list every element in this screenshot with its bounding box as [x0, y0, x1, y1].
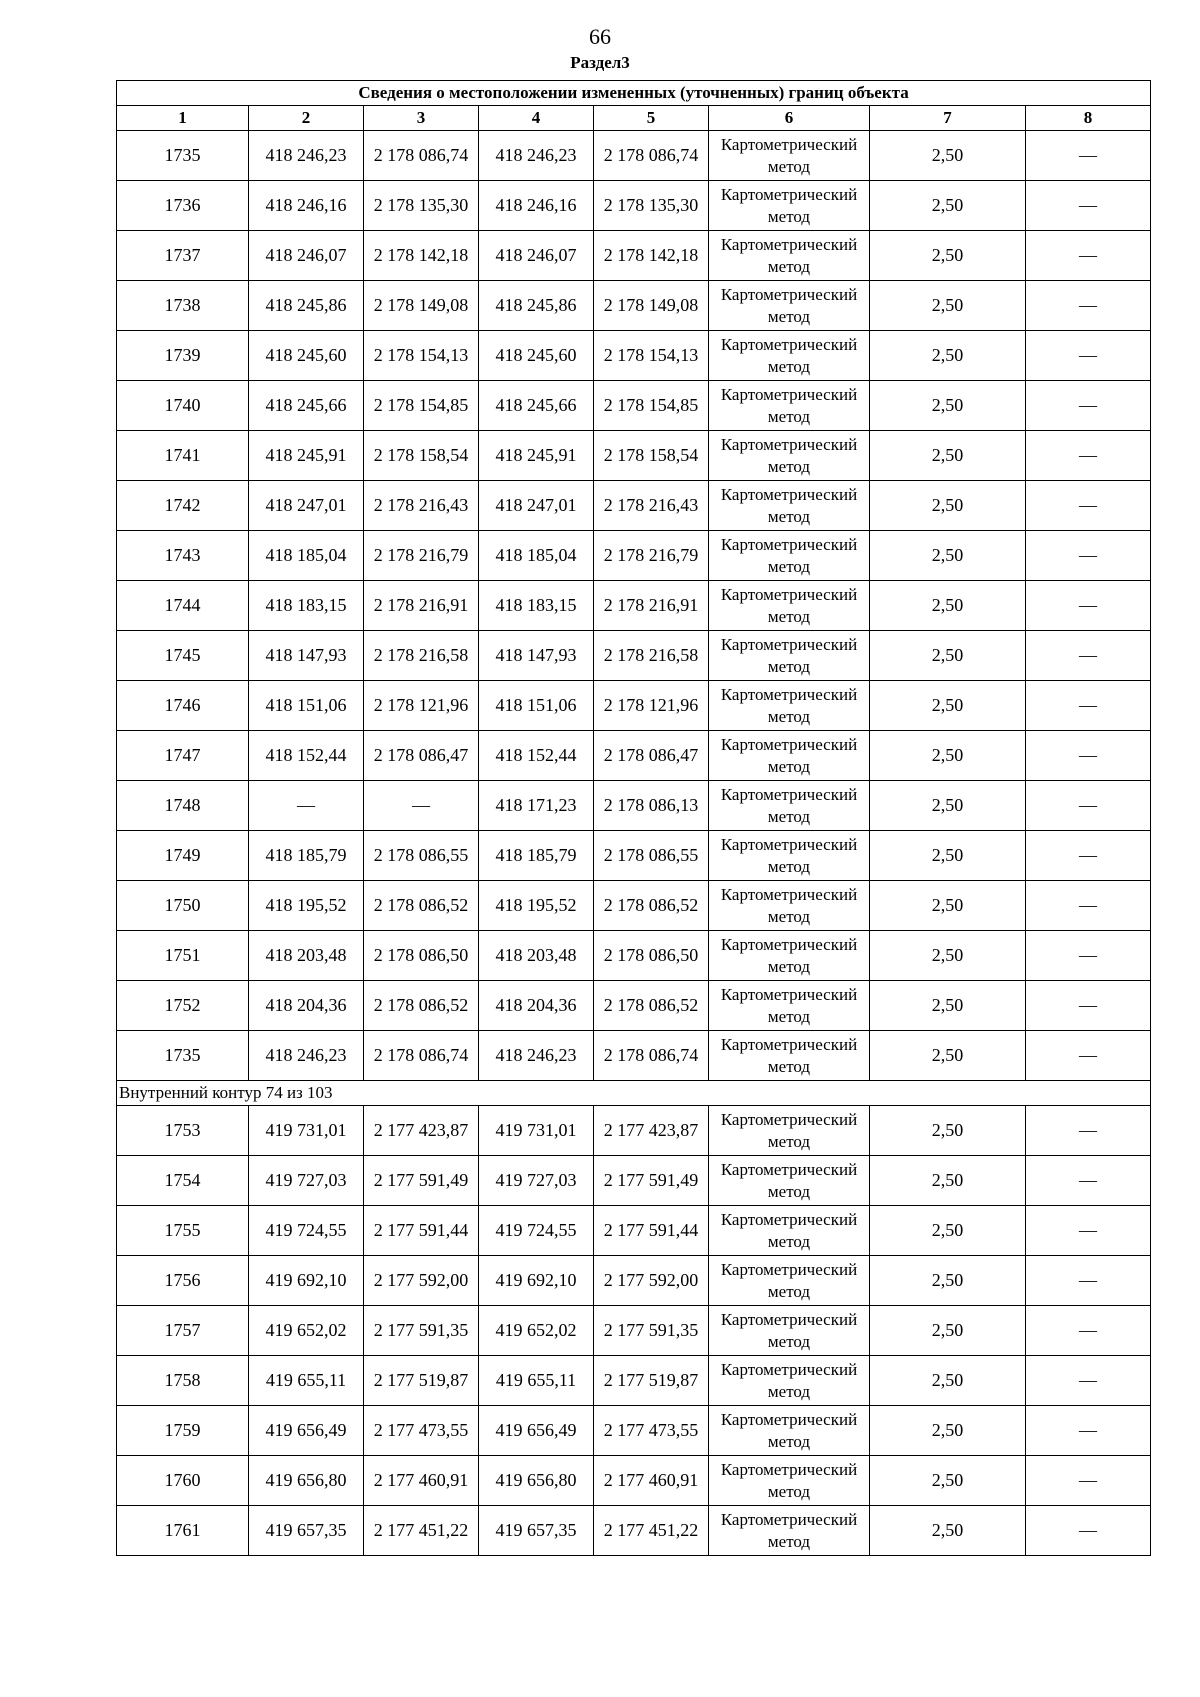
- table-cell-col-1: 1740: [117, 381, 249, 431]
- table-cell-col-3: 2 178 121,96: [364, 681, 479, 731]
- table-cell-col-5: 2 178 086,74: [594, 131, 709, 181]
- table-cell-col-6: Картометрический метод: [709, 331, 870, 381]
- table-cell-col-6: Картометрический метод: [709, 681, 870, 731]
- table-cell-col-4: 418 203,48: [479, 931, 594, 981]
- table-cell-col-4: 419 731,01: [479, 1106, 594, 1156]
- table-cell-col-4: 418 204,36: [479, 981, 594, 1031]
- table-cell-col-4: 419 724,55: [479, 1206, 594, 1256]
- table-row: [117, 1031, 1151, 1081]
- table-cell-col-6: Картометрический метод: [709, 1156, 870, 1206]
- table-cell-col-4: 418 247,01: [479, 481, 594, 531]
- table-cell-col-4: 418 246,07: [479, 231, 594, 281]
- table-row: [117, 231, 1151, 281]
- table-cell-col-1: 1755: [117, 1206, 249, 1256]
- column-number: 6: [709, 106, 870, 131]
- table-cell-col-2: —: [249, 781, 364, 831]
- table-cell-col-4: 418 195,52: [479, 881, 594, 931]
- table-cell-col-7: 2,50: [870, 381, 1026, 431]
- table-cell-col-8: —: [1026, 1506, 1151, 1556]
- table-cell-col-7: 2,50: [870, 181, 1026, 231]
- table-cell-col-2: 419 656,49: [249, 1406, 364, 1456]
- table-cell-col-1: 1737: [117, 231, 249, 281]
- table-cell-col-4: 418 245,66: [479, 381, 594, 431]
- table-cell-col-4: 418 151,06: [479, 681, 594, 731]
- table-row: [117, 831, 1151, 881]
- table-cell-col-4: 419 657,35: [479, 1506, 594, 1556]
- table-cell-col-7: 2,50: [870, 1406, 1026, 1456]
- table-cell-col-1: 1741: [117, 431, 249, 481]
- table-cell-col-3: 2 178 154,85: [364, 381, 479, 431]
- table-cell-col-3: 2 178 086,74: [364, 131, 479, 181]
- table-cell-col-2: 419 727,03: [249, 1156, 364, 1206]
- table-cell-col-3: 2 178 154,13: [364, 331, 479, 381]
- table-cell-col-5: 2 178 135,30: [594, 181, 709, 231]
- table-cell-col-7: 2,50: [870, 131, 1026, 181]
- table-cell-col-3: 2 177 473,55: [364, 1406, 479, 1456]
- table-row: [117, 1356, 1151, 1406]
- table-cell-col-6: Картометрический метод: [709, 981, 870, 1031]
- table-cell-col-1: 1751: [117, 931, 249, 981]
- table-row: [117, 631, 1151, 681]
- table-cell-col-8: —: [1026, 931, 1151, 981]
- table-cell-col-3: 2 178 149,08: [364, 281, 479, 331]
- column-number: 4: [479, 106, 594, 131]
- table-cell-col-1: 1754: [117, 1156, 249, 1206]
- table-cell-col-8: —: [1026, 581, 1151, 631]
- table-cell-col-2: 418 185,04: [249, 531, 364, 581]
- table-cell-col-8: —: [1026, 981, 1151, 1031]
- table-cell-col-6: Картометрический метод: [709, 781, 870, 831]
- table-cell-col-3: 2 177 423,87: [364, 1106, 479, 1156]
- contour-label-row: [117, 1081, 1151, 1106]
- table-cell-col-3: 2 178 086,55: [364, 831, 479, 881]
- table-cell-col-8: —: [1026, 681, 1151, 731]
- table-cell-col-8: —: [1026, 531, 1151, 581]
- table-cell-col-1: 1743: [117, 531, 249, 581]
- table-cell-col-6: Картометрический метод: [709, 531, 870, 581]
- table-cell-col-4: 418 183,15: [479, 581, 594, 631]
- table-cell-col-6: Картометрический метод: [709, 381, 870, 431]
- table-cell-col-1: 1735: [117, 1031, 249, 1081]
- table-cell-col-1: 1759: [117, 1406, 249, 1456]
- table-cell-col-8: —: [1026, 431, 1151, 481]
- column-number: 7: [870, 106, 1026, 131]
- table-cell-col-8: —: [1026, 731, 1151, 781]
- table-cell-col-2: 418 195,52: [249, 881, 364, 931]
- table-cell-col-7: 2,50: [870, 431, 1026, 481]
- table-cell-col-3: 2 178 216,91: [364, 581, 479, 631]
- table-cell-col-8: —: [1026, 1256, 1151, 1306]
- table-cell-col-3: 2 178 216,58: [364, 631, 479, 681]
- table-cell-col-2: 418 204,36: [249, 981, 364, 1031]
- table-cell-col-7: 2,50: [870, 481, 1026, 531]
- table-cell-col-8: —: [1026, 1456, 1151, 1506]
- table-cell-col-2: 419 724,55: [249, 1206, 364, 1256]
- table-cell-col-3: 2 178 086,50: [364, 931, 479, 981]
- table-cell-col-5: 2 177 519,87: [594, 1356, 709, 1406]
- table-cell-col-7: 2,50: [870, 731, 1026, 781]
- table-cell-col-3: 2 178 142,18: [364, 231, 479, 281]
- table-cell-col-7: 2,50: [870, 1306, 1026, 1356]
- table-cell-col-6: Картометрический метод: [709, 1031, 870, 1081]
- table-cell-col-1: 1746: [117, 681, 249, 731]
- table-cell-col-5: 2 177 591,44: [594, 1206, 709, 1256]
- table-cell-col-2: 418 183,15: [249, 581, 364, 631]
- table-cell-col-4: 418 245,91: [479, 431, 594, 481]
- table-cell-col-7: 2,50: [870, 1456, 1026, 1506]
- table-cell-col-2: 418 245,66: [249, 381, 364, 431]
- table-cell-col-1: 1736: [117, 181, 249, 231]
- table-cell-col-4: 418 246,16: [479, 181, 594, 231]
- table-cell-col-6: Картометрический метод: [709, 831, 870, 881]
- coordinates-table: [116, 80, 1151, 1556]
- table-cell-col-7: 2,50: [870, 331, 1026, 381]
- table-cell-col-6: Картометрический метод: [709, 881, 870, 931]
- table-row: [117, 381, 1151, 431]
- table-cell-col-2: 418 246,07: [249, 231, 364, 281]
- table-caption: Сведения о местоположении измененных (уточненных) границ объекта: [117, 81, 1151, 106]
- table-cell-col-2: 418 245,86: [249, 281, 364, 331]
- table-cell-col-6: Картометрический метод: [709, 581, 870, 631]
- table-cell-col-8: —: [1026, 631, 1151, 681]
- table-cell-col-1: 1744: [117, 581, 249, 631]
- table-cell-col-5: 2 178 158,54: [594, 431, 709, 481]
- table-cell-col-5: 2 178 216,43: [594, 481, 709, 531]
- table-cell-col-6: Картометрический метод: [709, 631, 870, 681]
- table-cell-col-5: 2 178 121,96: [594, 681, 709, 731]
- table-row: [117, 681, 1151, 731]
- table-cell-col-1: 1748: [117, 781, 249, 831]
- table-cell-col-1: 1761: [117, 1506, 249, 1556]
- table-cell-col-6: Картометрический метод: [709, 1506, 870, 1556]
- table-cell-col-2: 418 185,79: [249, 831, 364, 881]
- table-cell-col-5: 2 178 086,13: [594, 781, 709, 831]
- table-cell-col-1: 1749: [117, 831, 249, 881]
- table-cell-col-5: 2 178 216,79: [594, 531, 709, 581]
- table-cell-col-2: 419 731,01: [249, 1106, 364, 1156]
- table-cell-col-7: 2,50: [870, 1506, 1026, 1556]
- table-cell-col-2: 418 203,48: [249, 931, 364, 981]
- table-cell-col-4: 419 656,80: [479, 1456, 594, 1506]
- table-cell-col-6: Картометрический метод: [709, 481, 870, 531]
- table-cell-col-4: 418 246,23: [479, 131, 594, 181]
- table-row: [117, 1506, 1151, 1556]
- table-cell-col-2: 419 656,80: [249, 1456, 364, 1506]
- table-cell-col-3: 2 178 086,52: [364, 981, 479, 1031]
- table-cell-col-8: —: [1026, 381, 1151, 431]
- table-cell-col-1: 1738: [117, 281, 249, 331]
- table-cell-col-7: 2,50: [870, 581, 1026, 631]
- table-cell-col-7: 2,50: [870, 931, 1026, 981]
- table-cell-col-4: 418 185,04: [479, 531, 594, 581]
- table-cell-col-6: Картометрический метод: [709, 431, 870, 481]
- table-cell-col-5: 2 178 086,50: [594, 931, 709, 981]
- table-cell-col-7: 2,50: [870, 531, 1026, 581]
- table-cell-col-5: 2 178 216,58: [594, 631, 709, 681]
- table-cell-col-3: 2 178 216,79: [364, 531, 479, 581]
- table-cell-col-6: Картометрический метод: [709, 281, 870, 331]
- table-cell-col-2: 418 247,01: [249, 481, 364, 531]
- table-row: [117, 881, 1151, 931]
- table-cell-col-6: Картометрический метод: [709, 731, 870, 781]
- table-cell-col-3: 2 177 591,49: [364, 1156, 479, 1206]
- table-row: [117, 1306, 1151, 1356]
- table-cell-col-1: 1747: [117, 731, 249, 781]
- table-row: [117, 1106, 1151, 1156]
- table-cell-col-4: 419 692,10: [479, 1256, 594, 1306]
- table-cell-col-4: 418 246,23: [479, 1031, 594, 1081]
- table-cell-col-1: 1735: [117, 131, 249, 181]
- table-cell-col-2: 418 246,23: [249, 1031, 364, 1081]
- table-cell-col-2: 419 652,02: [249, 1306, 364, 1356]
- table-cell-col-6: Картометрический метод: [709, 1456, 870, 1506]
- table-cell-col-7: 2,50: [870, 881, 1026, 931]
- table-cell-col-8: —: [1026, 331, 1151, 381]
- table-cell-col-5: 2 178 086,52: [594, 981, 709, 1031]
- table-cell-col-5: 2 177 473,55: [594, 1406, 709, 1456]
- table-row: [117, 331, 1151, 381]
- table-cell-col-1: 1745: [117, 631, 249, 681]
- table-cell-col-6: Картометрический метод: [709, 1106, 870, 1156]
- table-cell-col-8: —: [1026, 181, 1151, 231]
- table-cell-col-4: 418 171,23: [479, 781, 594, 831]
- table-cell-col-7: 2,50: [870, 1106, 1026, 1156]
- table-cell-col-2: 419 655,11: [249, 1356, 364, 1406]
- table-cell-col-5: 2 178 086,47: [594, 731, 709, 781]
- table-cell-col-7: 2,50: [870, 1156, 1026, 1206]
- table-row: [117, 581, 1151, 631]
- table-cell-col-3: 2 177 460,91: [364, 1456, 479, 1506]
- table-cell-col-3: 2 178 135,30: [364, 181, 479, 231]
- table-cell-col-4: 418 245,60: [479, 331, 594, 381]
- table-cell-col-7: 2,50: [870, 681, 1026, 731]
- table-cell-col-5: 2 178 154,85: [594, 381, 709, 431]
- contour-label: Внутренний контур 74 из 103: [117, 1081, 1151, 1106]
- table-cell-col-8: —: [1026, 881, 1151, 931]
- table-cell-col-6: Картометрический метод: [709, 1406, 870, 1456]
- table-cell-col-6: Картометрический метод: [709, 1306, 870, 1356]
- table-cell-col-8: —: [1026, 1031, 1151, 1081]
- table-cell-col-8: —: [1026, 481, 1151, 531]
- table-row: [117, 481, 1151, 531]
- table-cell-col-1: 1739: [117, 331, 249, 381]
- table-caption-row: [117, 81, 1151, 106]
- table-row: [117, 281, 1151, 331]
- table-cell-col-2: 418 246,16: [249, 181, 364, 231]
- table-cell-col-4: 418 185,79: [479, 831, 594, 881]
- table-cell-col-2: 419 692,10: [249, 1256, 364, 1306]
- table-cell-col-3: 2 177 591,35: [364, 1306, 479, 1356]
- table-cell-col-8: —: [1026, 1306, 1151, 1356]
- table-cell-col-6: Картометрический метод: [709, 131, 870, 181]
- table-cell-col-5: 2 178 086,74: [594, 1031, 709, 1081]
- table-cell-col-7: 2,50: [870, 231, 1026, 281]
- table-cell-col-3: 2 177 451,22: [364, 1506, 479, 1556]
- column-numbers-row: [117, 106, 1151, 131]
- table-cell-col-8: —: [1026, 281, 1151, 331]
- table-cell-col-8: —: [1026, 831, 1151, 881]
- table-cell-col-6: Картометрический метод: [709, 231, 870, 281]
- table-cell-col-2: 418 245,60: [249, 331, 364, 381]
- table-cell-col-7: 2,50: [870, 1356, 1026, 1406]
- table-row: [117, 131, 1151, 181]
- table-cell-col-7: 2,50: [870, 1031, 1026, 1081]
- table-cell-col-4: 419 727,03: [479, 1156, 594, 1206]
- table-row: [117, 181, 1151, 231]
- table-cell-col-1: 1758: [117, 1356, 249, 1406]
- table-cell-col-6: Картометрический метод: [709, 1356, 870, 1406]
- table-cell-col-2: 418 151,06: [249, 681, 364, 731]
- table-cell-col-2: 418 246,23: [249, 131, 364, 181]
- table-cell-col-2: 418 245,91: [249, 431, 364, 481]
- table-row: [117, 1456, 1151, 1506]
- table-cell-col-8: —: [1026, 1106, 1151, 1156]
- table-cell-col-4: 419 655,11: [479, 1356, 594, 1406]
- table-cell-col-7: 2,50: [870, 981, 1026, 1031]
- table-cell-col-2: 419 657,35: [249, 1506, 364, 1556]
- table-cell-col-5: 2 178 149,08: [594, 281, 709, 331]
- table-cell-col-8: —: [1026, 781, 1151, 831]
- table-cell-col-4: 418 147,93: [479, 631, 594, 681]
- table-cell-col-5: 2 177 460,91: [594, 1456, 709, 1506]
- table-cell-col-1: 1757: [117, 1306, 249, 1356]
- table-cell-col-7: 2,50: [870, 781, 1026, 831]
- table-cell-col-3: 2 178 086,52: [364, 881, 479, 931]
- table-cell-col-2: 418 152,44: [249, 731, 364, 781]
- table-cell-col-8: —: [1026, 1206, 1151, 1256]
- table-cell-col-7: 2,50: [870, 1206, 1026, 1256]
- table-cell-col-8: —: [1026, 231, 1151, 281]
- table-cell-col-1: 1742: [117, 481, 249, 531]
- table-cell-col-5: 2 178 086,55: [594, 831, 709, 881]
- table-cell-col-5: 2 177 592,00: [594, 1256, 709, 1306]
- table-cell-col-3: 2 178 216,43: [364, 481, 479, 531]
- table-cell-col-4: 418 152,44: [479, 731, 594, 781]
- table-row: [117, 1206, 1151, 1256]
- table-cell-col-8: —: [1026, 131, 1151, 181]
- table-row: [117, 731, 1151, 781]
- table-cell-col-5: 2 178 154,13: [594, 331, 709, 381]
- table-cell-col-8: —: [1026, 1406, 1151, 1456]
- table-cell-col-5: 2 177 423,87: [594, 1106, 709, 1156]
- table-cell-col-3: —: [364, 781, 479, 831]
- column-number: 2: [249, 106, 364, 131]
- table-row: [117, 431, 1151, 481]
- table-cell-col-1: 1756: [117, 1256, 249, 1306]
- table-cell-col-3: 2 177 592,00: [364, 1256, 479, 1306]
- table-cell-col-5: 2 177 591,49: [594, 1156, 709, 1206]
- table-cell-col-4: 419 652,02: [479, 1306, 594, 1356]
- table-cell-col-5: 2 177 451,22: [594, 1506, 709, 1556]
- table-cell-col-5: 2 178 142,18: [594, 231, 709, 281]
- table-cell-col-1: 1760: [117, 1456, 249, 1506]
- table-cell-col-6: Картометрический метод: [709, 931, 870, 981]
- column-number: 1: [117, 106, 249, 131]
- section-title: Раздел3: [570, 53, 630, 72]
- table-cell-col-3: 2 177 591,44: [364, 1206, 479, 1256]
- table-row: [117, 981, 1151, 1031]
- table-cell-col-3: 2 178 158,54: [364, 431, 479, 481]
- table-cell-col-1: 1750: [117, 881, 249, 931]
- table-cell-col-7: 2,50: [870, 631, 1026, 681]
- table-row: [117, 1406, 1151, 1456]
- column-number: 8: [1026, 106, 1151, 131]
- table-cell-col-7: 2,50: [870, 1256, 1026, 1306]
- column-number: 3: [364, 106, 479, 131]
- table-row: [117, 1256, 1151, 1306]
- table-cell-col-3: 2 178 086,74: [364, 1031, 479, 1081]
- table-cell-col-4: 419 656,49: [479, 1406, 594, 1456]
- table-row: [117, 1156, 1151, 1206]
- table-cell-col-7: 2,50: [870, 831, 1026, 881]
- table-row: [117, 781, 1151, 831]
- table-cell-col-5: 2 178 216,91: [594, 581, 709, 631]
- table-cell-col-6: Картометрический метод: [709, 1256, 870, 1306]
- column-number: 5: [594, 106, 709, 131]
- table-cell-col-6: Картометрический метод: [709, 1206, 870, 1256]
- table-cell-col-7: 2,50: [870, 281, 1026, 331]
- table-cell-col-8: —: [1026, 1156, 1151, 1206]
- table-cell-col-8: —: [1026, 1356, 1151, 1406]
- table-cell-col-5: 2 177 591,35: [594, 1306, 709, 1356]
- table-cell-col-3: 2 178 086,47: [364, 731, 479, 781]
- table-cell-col-5: 2 178 086,52: [594, 881, 709, 931]
- table-cell-col-6: Картометрический метод: [709, 181, 870, 231]
- table-row: [117, 931, 1151, 981]
- table-cell-col-4: 418 245,86: [479, 281, 594, 331]
- table-cell-col-3: 2 177 519,87: [364, 1356, 479, 1406]
- page-number: 66: [589, 24, 611, 49]
- table-cell-col-1: 1753: [117, 1106, 249, 1156]
- table-cell-col-1: 1752: [117, 981, 249, 1031]
- table-cell-col-2: 418 147,93: [249, 631, 364, 681]
- table-row: [117, 531, 1151, 581]
